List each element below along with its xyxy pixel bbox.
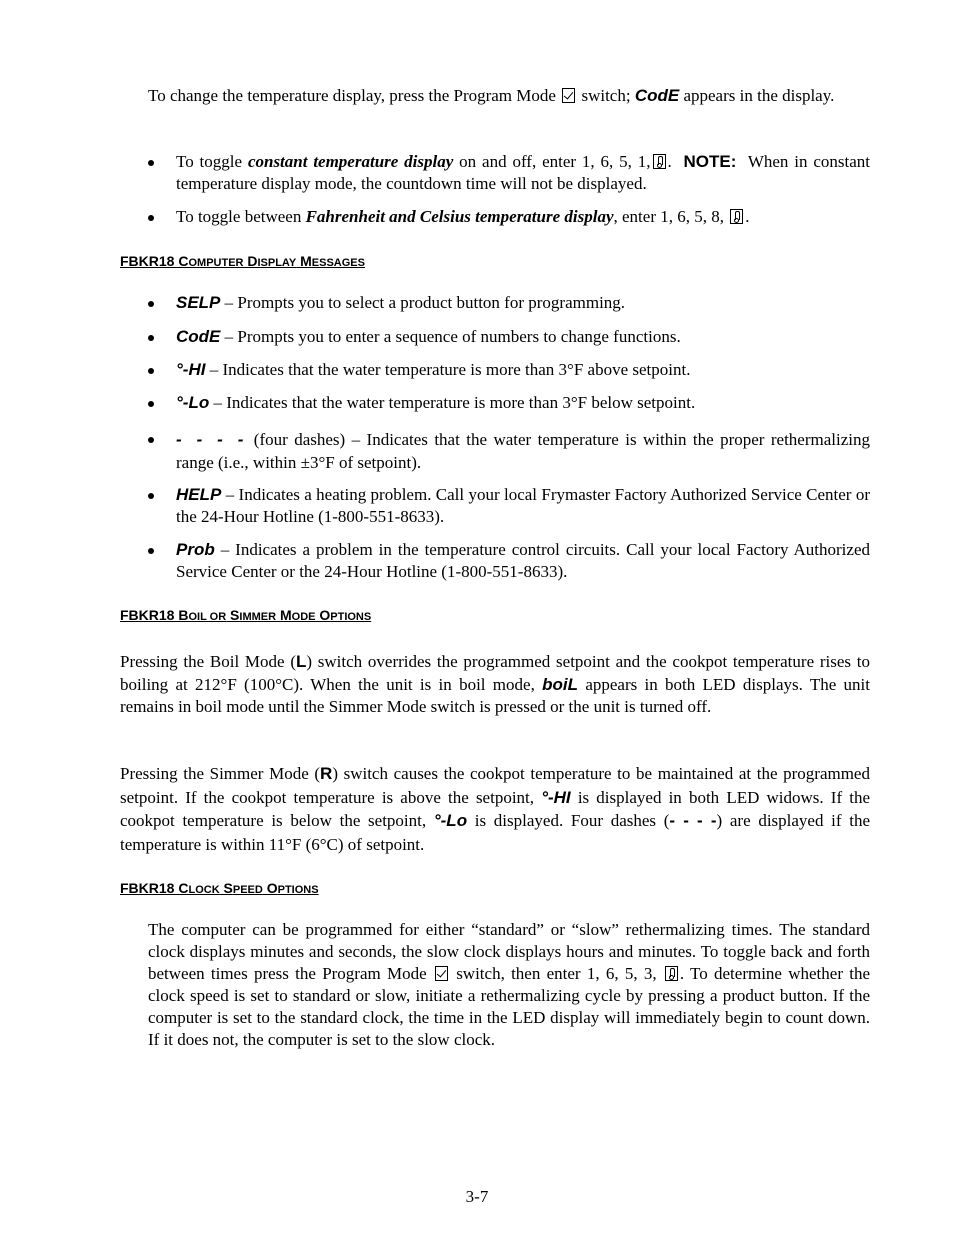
list-item-fahrenheit-celsius: To toggle between Fahrenheit and Celsius temperature display, enter 1, 6, 5, 8, . bbox=[148, 206, 870, 228]
simmer-mode-paragraph: Pressing the Simmer Mode (R) switch causes the cookpot temperature to be maintained at the programmed setpoint. If the cookpot temperature is above the setpoint, °-HI is displayed in both LED widows. If the cookpot temperature is below the setpoint, °-Lo is displayed. Four dashes (- - - -) are displayed if the temperature is within 11°F (6°C) of setpoint. bbox=[120, 764, 871, 854]
program-mode-check-icon bbox=[562, 88, 575, 103]
list-item: °-Lo – Indicates that the water temperature is more than 3°F below setpoint. bbox=[148, 392, 870, 414]
heading-clock-speed: FBKR18 CLOCK SPEED OPTIONS bbox=[120, 880, 319, 896]
intro-paragraph: To change the temperature display, press the Program Mode switch; CodE appears in the display. bbox=[148, 86, 835, 105]
list-item: CodE – Prompts you to enter a sequence of numbers to change functions. bbox=[148, 326, 870, 348]
clock-speed-paragraph: The computer can be programmed for either “standard” or “slow” rethermalizing times. The standard clock displays minutes and seconds, the slow clock displays hours and minutes. To toggle back and forth between times press the Program Mode switch, then enter 1, 6, 5, 3, . To determine whether the clock speed is set to standard or slow, initiate a rethermalizing cycle by pressing a product button. If the computer is set to the standard clock, the time in the LED display will immediately begin to count down. If it does not, the computer is set to the slow clock. bbox=[148, 920, 871, 1049]
list-item: SELP – Prompts you to select a product button for programming. bbox=[148, 292, 870, 314]
code-display: CodE bbox=[634, 86, 680, 105]
boil-mode-paragraph: Pressing the Boil Mode (L) switch overrides the programmed setpoint and the cookpot temperature rises to boiling at 212°F (100°C). When the unit is in boil mode, boiL appears in both LED displays. The unit remains in boil mode until the Simmer Mode switch is pressed or the unit is turned off. bbox=[120, 652, 870, 716]
thermometer-icon bbox=[730, 209, 743, 224]
list-item: °-HI – Indicates that the water temperature is more than 3°F above setpoint. bbox=[148, 359, 870, 381]
list-item: Prob – Indicates a problem in the temperature control circuits. Call your local Factory Authorized Service Center or the 24-Hour Hotline (1-800-551-8633). bbox=[148, 539, 870, 583]
program-mode-check-icon bbox=[435, 966, 448, 981]
list-item-constant-display: To toggle constant temperature display on and off, enter 1, 6, 5, 1, . NOTE: When in constant temperature display mode, the countdown time will not be displayed. bbox=[148, 151, 870, 195]
thermometer-icon bbox=[653, 154, 666, 169]
thermometer-icon bbox=[665, 966, 678, 981]
page-number: 3-7 bbox=[465, 1187, 489, 1206]
heading-boil-simmer: FBKR18 BOIL OR SIMMER MODE OPTIONS bbox=[120, 607, 372, 623]
heading-display-messages: FBKR18 COMPUTER DISPLAY MESSAGES bbox=[120, 253, 365, 269]
list-item: - - - - (four dashes) – Indicates that the water temperature is within the proper rethermalizing range (i.e., within ±3°F of setpoint). bbox=[148, 428, 870, 474]
list-item: HELP – Indicates a heating problem. Call your local Frymaster Factory Authorized Service Center or the 24-Hour Hotline (1-800-551-8633). bbox=[148, 484, 870, 528]
